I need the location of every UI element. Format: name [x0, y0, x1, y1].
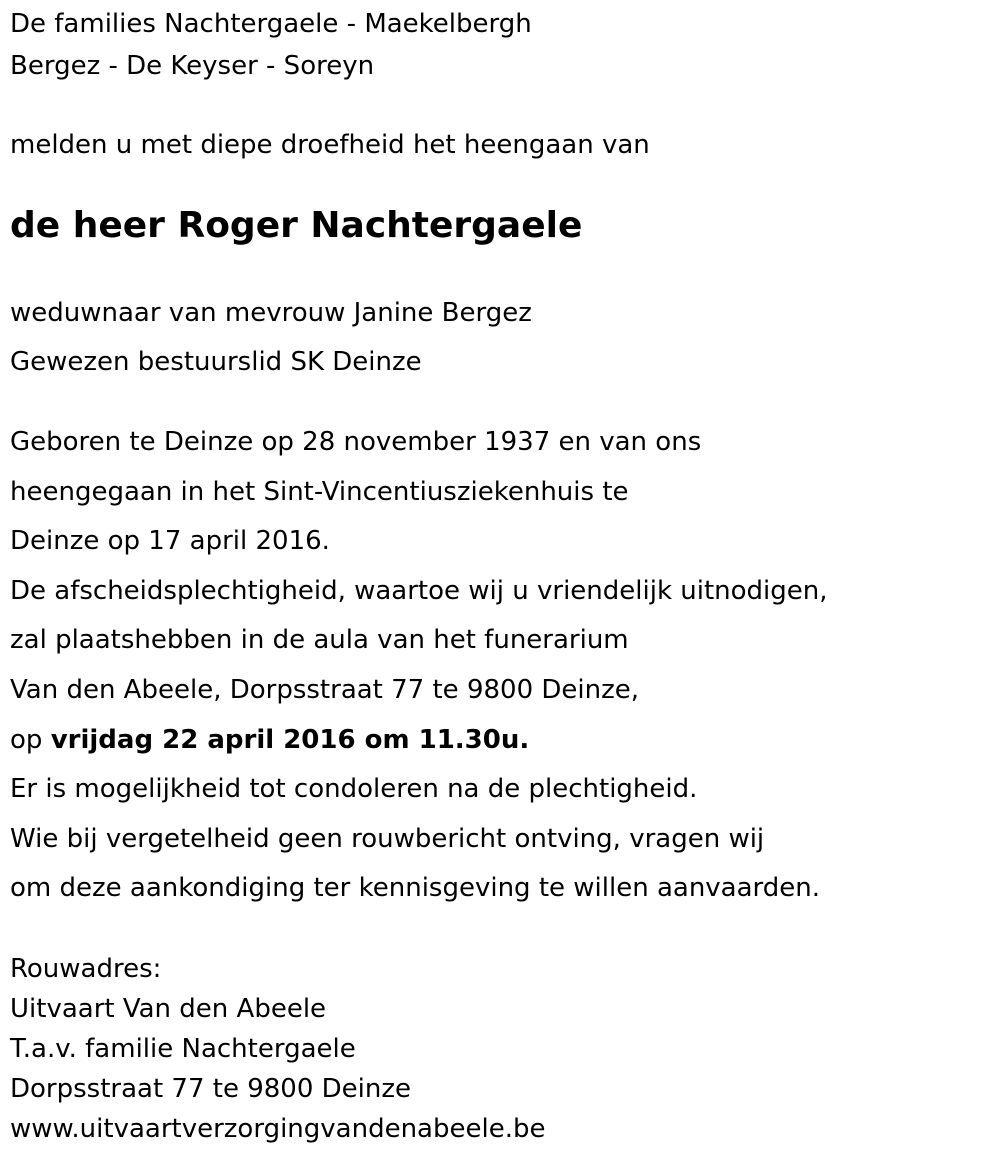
body-line-2: heengegaan in het Sint-Vincentiusziekenhuis te	[10, 477, 629, 507]
address-label: Rouwadres:	[10, 954, 162, 984]
body-line-9: Wie bij vergetelheid geen rouwbericht ontving, vragen wij	[10, 824, 765, 854]
body-line-8: Er is mogelijkheid tot condoleren na de plechtigheid.	[10, 774, 698, 804]
body-line-5: zal plaatshebben in de aula van het funerarium	[10, 625, 629, 655]
former-role-text: Gewezen bestuurslid SK Deinze	[10, 347, 422, 377]
website-link-container	[10, 1113, 545, 1145]
families-line-2: Bergez - De Keyser - Soreyn	[10, 51, 375, 81]
ceremony-date-prefix: op	[10, 725, 51, 755]
body-line-10: om deze aankondiging ter kennisgeving te willen aanvaarden.	[10, 873, 821, 903]
body-line-1: Geboren te Deinze op 28 november 1937 en van ons	[10, 427, 702, 457]
address-street: Dorpsstraat 77 te 9800 Deinze	[10, 1074, 412, 1104]
families-line-1: De families Nachtergaele - Maekelbergh	[10, 9, 532, 39]
body-line-6: Van den Abeele, Dorpsstraat 77 te 9800 Deinze,	[10, 675, 640, 705]
ceremony-date-line	[10, 724, 529, 756]
address-company: Uitvaart Van den Abeele	[10, 994, 327, 1024]
website-link[interactable]: www.uitvaartverzorgingvandenabeele.be	[10, 1114, 546, 1144]
ceremony-date: vrijdag 22 april 2016 om 11.30u.	[50, 725, 530, 755]
relation-text: weduwnaar van mevrouw Janine Bergez	[10, 298, 532, 328]
deceased-name: de heer Roger Nachtergaele	[10, 205, 583, 246]
body-line-4: De afscheidsplechtigheid, waartoe wij u vriendelijk uitnodigen,	[10, 576, 828, 606]
body-line-3: Deinze op 17 april 2016.	[10, 526, 330, 556]
announcement-text: melden u met diepe droefheid het heengaan van	[10, 130, 650, 160]
address-attention: T.a.v. familie Nachtergaele	[10, 1034, 356, 1064]
